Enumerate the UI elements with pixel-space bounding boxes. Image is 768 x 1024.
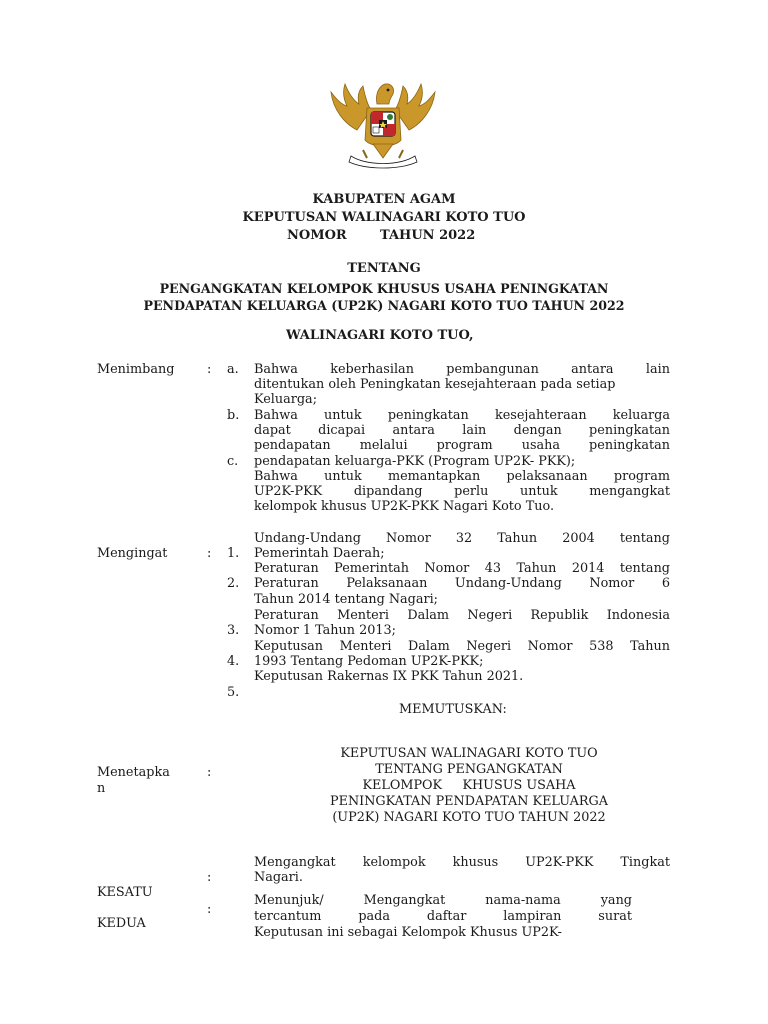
item-marker: b.	[227, 408, 240, 423]
item-marker: a.	[227, 362, 239, 377]
legal-basis-line: Pemerintah Daerah;	[254, 546, 385, 561]
determination-line: TENTANG PENGANGKATAN	[375, 762, 563, 777]
section-label-kedua: KEDUA	[97, 916, 146, 931]
consideration-line: Keluarga;	[254, 392, 318, 407]
consideration-line: ditentukan oleh Peningkatan kesejahteraan pada setiap	[254, 377, 616, 392]
consideration-line: pendapatan keluarga-PKK (Program UP2K- PKK);	[254, 454, 576, 469]
regency-title: KABUPATEN AGAM	[312, 192, 456, 207]
item-marker: 1.	[227, 546, 240, 561]
head	[376, 84, 393, 104]
consideration-line: dapat dicapai antara lain dengan peningkatan	[254, 423, 670, 438]
about-title-line: PENGANGKATAN KELOMPOK KHUSUS USAHA PENINGKATAN	[159, 281, 609, 296]
section-colon: :	[207, 765, 212, 780]
consideration-line: kelompok khusus UP2K-PKK Nagari Koto Tuo.	[254, 499, 555, 514]
kedua-line: Menunjuk/ Mengangkat nama-nama yang	[254, 893, 632, 908]
decree-title: KEPUTUSAN WALINAGARI KOTO TUO	[242, 210, 526, 225]
garuda-pancasila-emblem	[327, 78, 439, 170]
section-label-kesatu: KESATU	[97, 885, 153, 900]
issuer-title: WALINAGARI KOTO TUO,	[286, 328, 474, 343]
legal-basis-line: Peraturan Pemerintah Nomor 43 Tahun 2014 tentang	[254, 561, 670, 576]
section-label-menetapkan: Menetapka	[97, 765, 170, 780]
item-marker: c.	[227, 454, 239, 469]
kedua-line: Keputusan ini sebagai Kelompok Khusus UP2K-	[254, 925, 562, 940]
section-label-mengingat: Mengingat	[97, 546, 168, 561]
section-colon: :	[207, 546, 212, 561]
section-colon: :	[207, 870, 212, 885]
item-marker: 4.	[227, 654, 240, 669]
section-colon: :	[207, 902, 212, 917]
left-wing	[331, 84, 371, 130]
legal-basis-line: Nomor 1 Tahun 2013;	[254, 623, 396, 638]
item-marker: 5.	[227, 685, 240, 700]
legal-basis-line: Undang-Undang Nomor 32 Tahun 2004 tentang	[254, 531, 670, 546]
section-label-menimbang: Menimbang	[97, 362, 175, 377]
consideration-line: Bahwa untuk memantapkan pelaksanaan program	[254, 469, 670, 484]
item-marker: 2.	[227, 576, 240, 591]
determination-line: KEPUTUSAN WALINAGARI KOTO TUO	[340, 746, 598, 761]
section-colon: :	[207, 362, 212, 377]
legal-basis-line: Peraturan Pelaksanaan Undang-Undang Nomor 6	[254, 576, 670, 591]
item-marker: 3.	[227, 623, 240, 638]
section-label-menetapkan-wrap: n	[97, 781, 106, 796]
kedua-line: tercantum pada daftar lampiran surat	[254, 909, 632, 924]
determination-line: KELOMPOK KHUSUS USAHA	[362, 778, 576, 793]
determination-line: PENINGKATAN PENDAPATAN KELUARGA	[330, 794, 608, 809]
legal-basis-line: Keputusan Rakernas IX PKK Tahun 2021.	[254, 669, 524, 684]
decree-number-label: NOMOR	[287, 228, 347, 243]
consideration-line: pendapatan melalui program usaha peningkatan	[254, 438, 670, 453]
consideration-line: Bahwa untuk peningkatan kesejahteraan keluarga	[254, 408, 670, 423]
kesatu-line: Mengangkat kelompok khusus UP2K-PKK Tingkat	[254, 855, 670, 870]
legal-basis-line: Keputusan Menteri Dalam Negeri Nomor 538 Tahun	[254, 639, 670, 654]
decision-heading: MEMUTUSKAN:	[399, 702, 507, 717]
legal-basis-line: Tahun 2014 tentang Nagari;	[254, 592, 438, 607]
legal-basis-line: Peraturan Menteri Dalam Negeri Republik Indonesia	[254, 608, 670, 623]
about-label: TENTANG	[347, 261, 421, 276]
kesatu-line: Nagari.	[254, 870, 303, 885]
consideration-line: Bahwa keberhasilan pembangunan antara lain	[254, 362, 670, 377]
about-title-line: PENDAPATAN KELUARGA (UP2K) NAGARI KOTO TUO TAHUN 2022	[143, 298, 625, 313]
determination-line: (UP2K) NAGARI KOTO TUO TAHUN 2022	[332, 810, 606, 825]
legal-basis-line: 1993 Tentang Pedoman UP2K-PKK;	[254, 654, 484, 669]
consideration-line: UP2K-PKK dipandang perlu untuk mengangkat	[254, 484, 670, 499]
right-wing	[395, 84, 435, 130]
decree-year: TAHUN 2022	[380, 228, 476, 243]
